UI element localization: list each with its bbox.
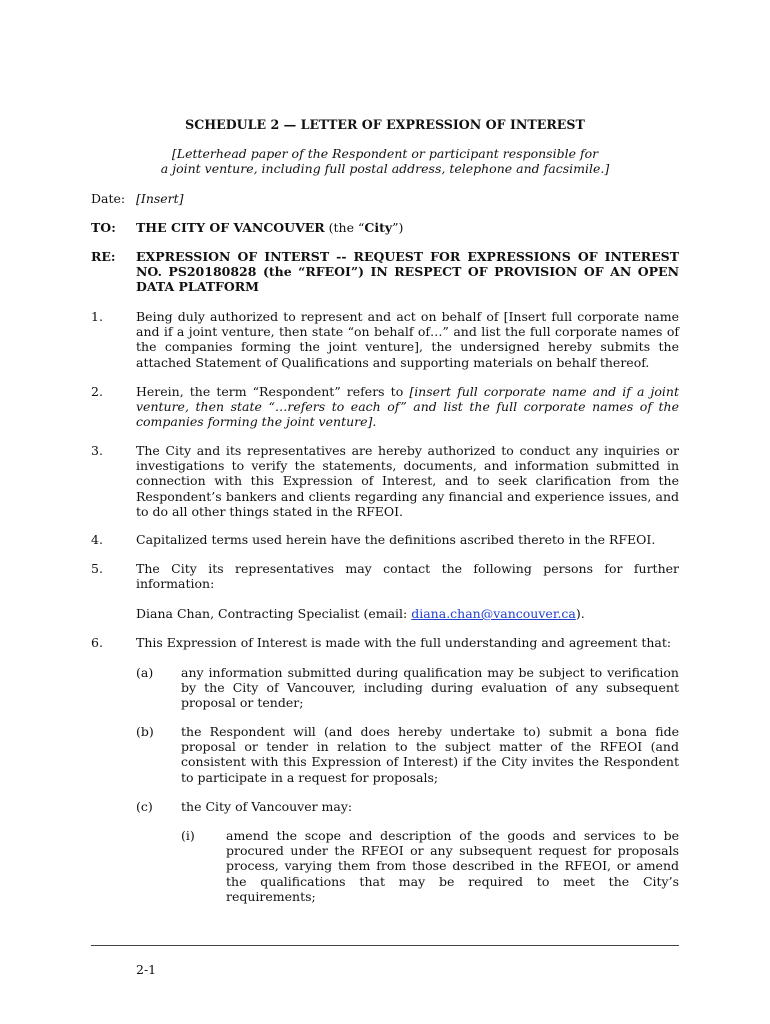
clause-number: 4. bbox=[91, 532, 103, 547]
clause-text: The City its representatives may contact the following persons for further information: bbox=[136, 561, 679, 592]
contact-close: ). bbox=[575, 606, 585, 621]
letterhead-note bbox=[91, 146, 679, 176]
subclause-label: (c) bbox=[136, 799, 153, 814]
clause-text bbox=[136, 384, 679, 430]
date-value: [Insert] bbox=[136, 191, 184, 206]
clause-number: 6. bbox=[91, 635, 103, 650]
date-label: Date: bbox=[91, 191, 126, 206]
to-recipient-open: (the “ bbox=[324, 220, 365, 235]
clause-text: Being duly authorized to represent and act on behalf of [Insert full corporate name and if a joint venture, then state “on behalf of…” and list the full corporate names of the companies forming the joint venture], the undersigned hereby submits the attached Statement of Qualifications and supporting materials on behalf thereof. bbox=[136, 309, 679, 370]
subclause-text: the Respondent will (and does hereby undertake to) submit a bona fide proposal or tender in relation to the subject matter of the RFEOI (and consistent with this Expression of Interest) if the City invites the Respondent to participate in a request for proposals; bbox=[181, 724, 679, 785]
letterhead-line-2: a joint venture, including full postal address, telephone and facsimile.] bbox=[160, 161, 610, 176]
to-label: TO: bbox=[91, 220, 116, 235]
footer-divider bbox=[91, 945, 679, 946]
contact-person bbox=[136, 606, 679, 621]
subclause-label: (a) bbox=[136, 665, 154, 680]
clause-number: 3. bbox=[91, 443, 103, 458]
clause-number: 1. bbox=[91, 309, 103, 324]
contact-name: Diana Chan, Contracting Specialist (email: bbox=[136, 606, 412, 621]
to-recipient-city: City bbox=[364, 220, 393, 235]
subclause-text: any information submitted during qualification may be subject to verification by the City of Vancouver, including during evaluation of any subsequent proposal or tender; bbox=[181, 665, 679, 711]
to-recipient-name: THE CITY OF VANCOUVER bbox=[136, 220, 325, 235]
clause-text: Capitalized terms used herein have the definitions ascribed thereto in the RFEOI. bbox=[136, 532, 656, 547]
subsubclause-text: amend the scope and description of the goods and services to be procured under the RFEOI or any subsequent request for proposals process, varying them from those described in the RFEOI, or amend the qualifications that may be required to meet the City’s requirements; bbox=[226, 828, 679, 904]
clause-text: The City and its representatives are hereby authorized to conduct any inquiries or investigations to verify the statements, documents, and information submitted in connection with this Expression of Interest, and to seek clarification from the Respondent’s bankers and clients regarding any financial and experience issues, and to do all other things stated in the RFEOI. bbox=[136, 443, 679, 519]
re-subject: EXPRESSION OF INTERST -- REQUEST FOR EXPRESSIONS OF INTEREST NO. PS20180828 (the “RFEOI”) IN RESPECT OF PROVISION OF AN OPEN DATA PLATFORM bbox=[136, 249, 679, 295]
clause-text-italic: [insert full corporate name and if a joint venture, then state “…refers to each of” and list the full corporate names of the companies forming the joint venture]. bbox=[136, 384, 679, 430]
email-link[interactable]: diana.chan@vancouver.ca bbox=[411, 606, 576, 621]
clause-number: 2. bbox=[91, 384, 103, 399]
letterhead-line-1: [Letterhead paper of the Respondent or participant responsible for bbox=[171, 146, 599, 161]
subclause-label: (b) bbox=[136, 724, 154, 739]
to-recipient bbox=[136, 220, 679, 235]
to-recipient-close: ”) bbox=[392, 220, 404, 235]
page-number: 2-1 bbox=[136, 962, 157, 977]
clause-text-plain: Herein, the term “Respondent” refers to bbox=[136, 384, 410, 399]
subsubclause-label: (i) bbox=[181, 828, 195, 843]
clause-number: 5. bbox=[91, 561, 103, 576]
re-label: RE: bbox=[91, 249, 116, 264]
page-title: SCHEDULE 2 — LETTER OF EXPRESSION OF INTEREST bbox=[185, 117, 585, 132]
clause-text: This Expression of Interest is made with the full understanding and agreement that: bbox=[136, 635, 672, 650]
subclause-text: the City of Vancouver may: bbox=[181, 799, 353, 814]
